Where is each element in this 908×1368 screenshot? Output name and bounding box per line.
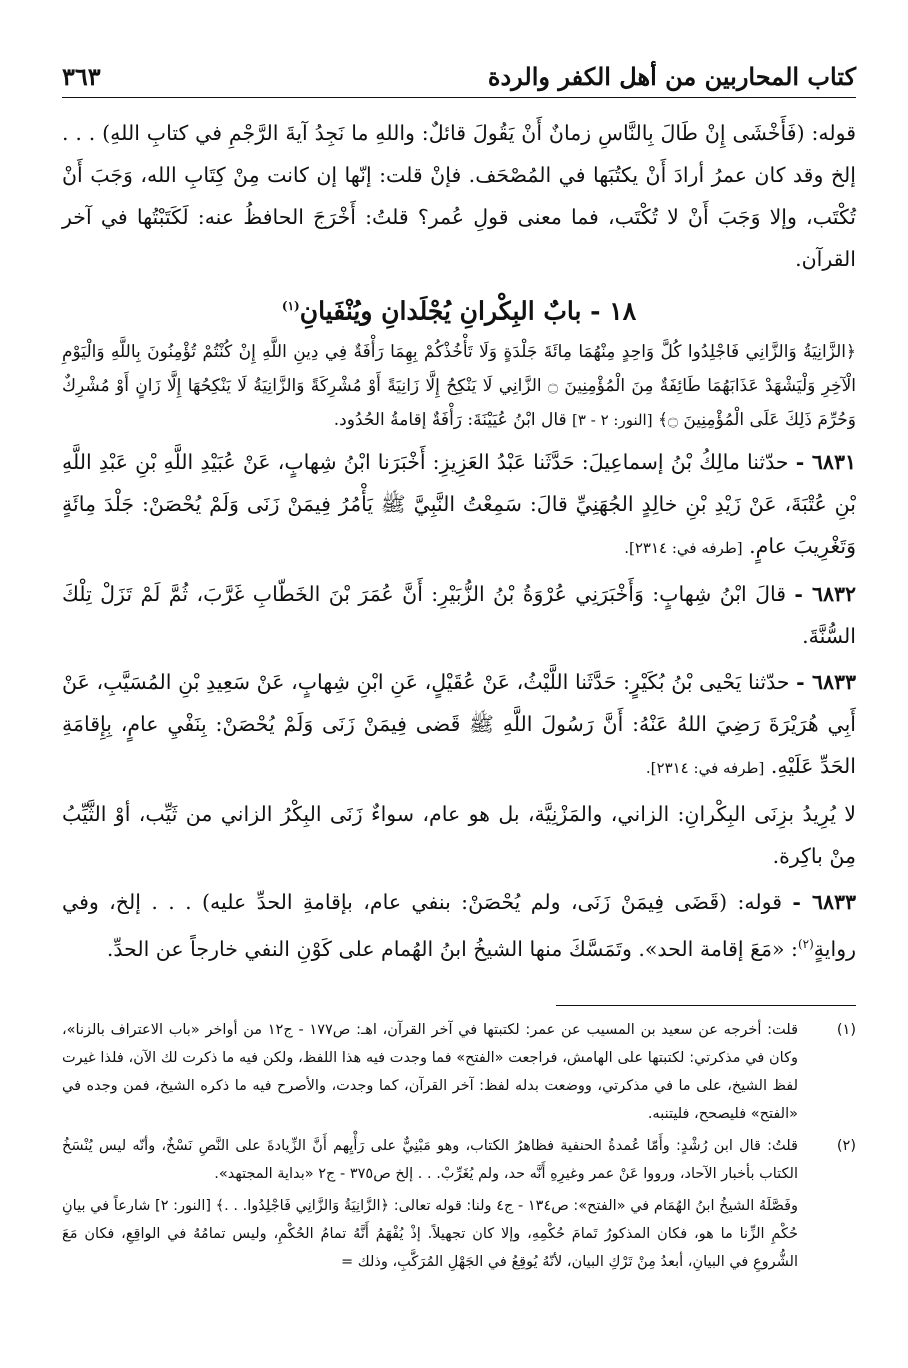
chapter-heading	[62, 282, 856, 335]
footnote-text: وفَصَّلَهُ الشيخُ ابنُ الهُمَام في «الفتح»: ص١٣٤ - ج٤ ولنا: قوله تعالى: ﴿الزَّانِيَةُ وَالزَّانِي فَاجْلِدُوا. . .﴾ [النور: ٢] شارعاً في بيانِ حُكْمِ الزِّنا ما هو، فكان المذكورُ تَمامَ حُكْمِهِ، وإلا كان تجهيلاً. إذْ يُفْهَمُ أَنَّهُ تمامُ الحُكْمِ، وليس تمامُهُ في الواقِعِ، فكان مَعَ الشُّروعِ في البيانِ، أبعدُ مِنْ تَرْكِ البيان، لأنّهُ يُوقِعُ في الجَهْلِ المُرَكَّبِ، وذلك =	[62, 1198, 799, 1270]
quran-ref: [النور: ٢ - ٣]	[572, 411, 653, 430]
hadith-6832	[62, 573, 856, 657]
header-title: كتاب المحاربين من أهل الكفر والردة	[487, 62, 856, 91]
hadith-number: ٦٨٣٣ -	[796, 670, 856, 695]
quran-verse	[62, 335, 856, 437]
footnote	[62, 1132, 856, 1188]
commentary-paragraph: لا يُرِيدُ بزِنَى البِكْرانِ: الزاني، والمَزْنِيَّة، بل هو عام، سواءٌ زَنَى البِكْرُ الزاني من ثَيِّب، أوْ الثَّيِّبُ مِنْ باكِرة.	[62, 802, 856, 869]
quran-after: قال ابْنُ عُيَيْنَةَ: رَأْفَةٌ إقامةُ الحُدُود.	[333, 410, 567, 431]
hadith-text: حدّثنا مالِكُ بْنُ إسماعِيلَ: حَدَّثَنا عَبْدُ العَزِيزِ: أَخْبَرَنا ابْنُ شِهابٍ، عَنْ عُبَيْدِ اللَّهِ بْنِ عَبْدِ اللَّهِ بْنِ عُتْبَةَ، عَنْ زَيْدِ بْنِ خالِدٍ الجُهَنِيِّ قالَ: سَمِعْتُ النَّبِيَّ ﷺ يَأْمُرُ فِيمَنْ زَنَى وَلَمْ يُحْصَنْ: جَلْدَ مِائَةٍ وَتَغْرِيبَ عامٍ.	[62, 450, 856, 559]
page-number: ٣٦٣	[62, 62, 101, 91]
hadith-6833	[62, 661, 856, 789]
quran-text: ﴿الزَّانِيَةُ وَالزَّانِي فَاجْلِدُوا كُلَّ وَاحِدٍ مِنْهُمَا مِائَةَ جَلْدَةٍ وَلَا تَأْخُذْكُمْ بِهِمَا رَأْفَةٌ فِي دِينِ اللَّهِ إِنْ كُنْتُمْ تُؤْمِنُونَ بِاللَّهِ وَالْيَوْمِ الْآخِرِ وَلْيَشْهَدْ عَذَابَهُمَا طَائِفَةٌ مِنَ الْمُؤْمِنِينَ ۝ الزَّانِي لَا يَنْكِحُ إِلَّا زَانِيَةً أَوْ مُشْرِكَةً وَالزَّانِيَةُ لَا يَنْكِحُهَا إِلَّا زَانٍ أَوْ مُشْرِكٌ وَحُرِّمَ ذَلِكَ عَلَى الْمُؤْمِنِينَ ۝﴾	[62, 342, 857, 431]
footnote	[62, 1016, 856, 1128]
footnote-continuation	[62, 1192, 856, 1276]
footnote-marker-1[interactable]: (١)	[281, 299, 300, 313]
hadith-6831	[62, 441, 856, 569]
footnote-marker-2[interactable]: (٢)	[797, 937, 814, 952]
hadith-text: حدّثنا يَحْيى بْنُ بُكَيْرٍ: حَدَّثَنا اللَّيْثُ، عَنْ عُقَيْلٍ، عَنِ ابْنِ شِهابٍ، عَنْ سَعِيدِ بْنِ المُسَيَّبِ، عَنْ أَبِي هُرَيْرَةَ رَضِيَ اللهُ عَنْهُ: أَنَّ رَسُولَ اللَّهِ ﷺ قَضى فِيمَنْ زَنَى وَلَمْ يُحْصَنْ: بِنَفْيِ عامٍ، بِإِقامَةِ الحَدِّ عَلَيْهِ.	[62, 670, 856, 779]
chapter-title: ١٨ - بابٌ البِكْرانِ يُجْلَدانِ ويُنْفَيانِ	[299, 296, 637, 326]
commentary-text-b: : «مَعَ إقامة الحد». وتَمَسَّكَ منها الشيخُ ابنُ الهُمام على كَوْنِ النفي خارجاً عن الحدِّ.	[106, 937, 798, 962]
commentary-6833	[62, 881, 856, 970]
running-header	[62, 58, 856, 98]
intro-paragraph: قوله: (فَأَخْشَى إِنْ طَالَ بِالنَّاسِ زمانٌ أَنْ يَقُولَ قائلٌ: واللهِ ما نَجِدُ آيةَ الرَّجْمِ في كتابِ اللهِ) . . . إلخ وقد كان عمرُ أرادَ أَنْ يكتُبَها في المُصْحَف. فإنْ قلت: إنّها إن كانت مِنْ كِتَابِ الله، وَجَبَ أَنْ تُكْتَب، وإلا وَجَبَ أَنْ لا تُكْتَب، فما معنى قولِ عُمر؟ قلتُ: أَخْرَجَ الحافظُ عنه: لَكَتَبْتُها في آخر القرآن.	[62, 121, 856, 271]
footnote-mark: (٢)	[836, 1138, 856, 1154]
hadith-number: ٦٨٣٢ -	[794, 582, 856, 607]
footnotes	[62, 1016, 856, 1280]
hadith-ref: [طرفه في: ٢٣١٤].	[624, 539, 743, 558]
hadith-number: ٦٨٣١ -	[795, 450, 856, 475]
footnote-mark: (١)	[836, 1022, 856, 1038]
footnote-text: قلتُ: قال ابن رُشْدٍ: وأَمّا عُمدةُ الحنفية فظاهرُ الكتاب، وهو مَبْنِيٌّ على رَأْيِهم أَنَّ الزِّيادةَ على النَّصِ نَسْخٌ، وأنّه ليس يُنْسَخُ الكتاب بأخبار الآحاد، ورووا عَنْ عمر وغيرِهِ أَنَّه حد، ولم يُغَرِّبْ. . . إلخ ص٣٧٥ - ج٢ «بداية المجتهد».	[62, 1138, 798, 1182]
main-text	[62, 112, 856, 970]
hadith-text: قالَ ابْنُ شِهابٍ: وَأَخْبَرَنِي عُرْوَةُ بْنُ الزُّبَيْرِ: أَنَّ عُمَرَ بْنَ الخَطّابِ غَرَّبَ، ثُمَّ لَمْ تَزَلْ تِلْكَ السُّنَّةَ.	[62, 582, 856, 649]
footnote-mark	[798, 1192, 856, 1276]
commentary-number: ٦٨٣٣ -	[792, 890, 856, 915]
footnote-divider	[556, 1005, 856, 1006]
hadith-ref: [طرفه في: ٢٣١٤].	[645, 759, 765, 778]
commentary-text-a: قوله: (قَضَى فِيمَنْ زَنَى، ولم يُحْصَنْ: بنفي عام، بإقامةِ الحدِّ عليه) . . . إلخ، وفي روايةٍ	[62, 890, 856, 962]
footnote-text: قلت: أخرجه عن سعيد بن المسيب عن عمر: لكتبتها في آخر القرآن، اهـ: ص١٧٧ - ج١٢ من أواخر «باب الاعتراف بالزنا»، وكان في مذكرتي: لكتبتها على الهامش، فراجعت «الفتح» فما وجدت فيه هذا اللفظ، ولكن فيه ما ذكرت لك الآن، فلذا غيرت لفظ الشيخ، على ما في مذكرتي، ووضعت بدله لفظ: آخر القرآن، كما وجدت، والأصرح فيه ما ذكره الشيخ، فمن وجده في «الفتح» فليصحح، فليتنبه.	[62, 1022, 798, 1122]
